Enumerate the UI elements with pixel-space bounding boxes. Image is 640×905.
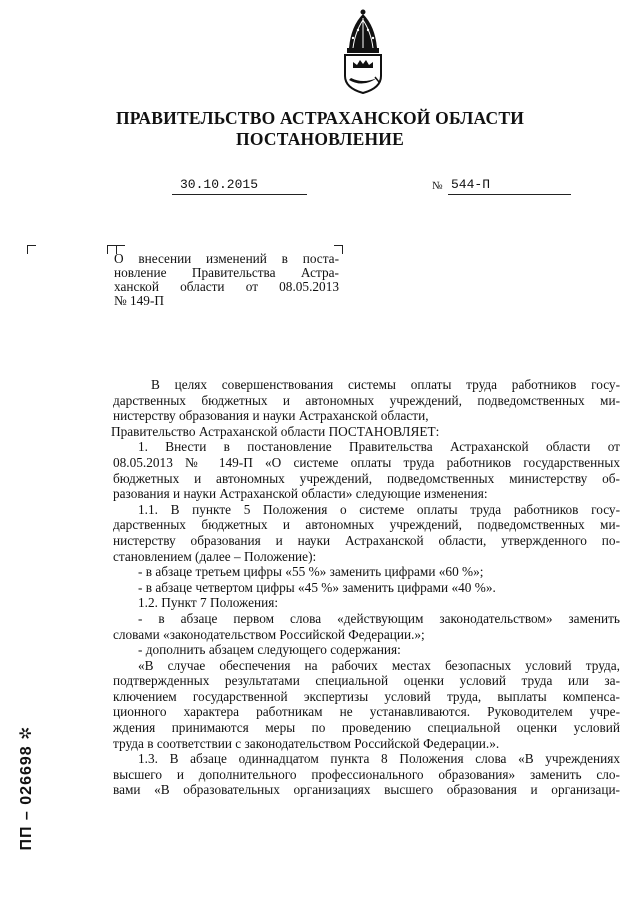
coat-of-arms-emblem (339, 8, 387, 94)
body-line: - в абзаце четвертом цифры «45 %» заменить цифрами «40 %». (138, 579, 496, 595)
subject-line: новление Правительства Астра- (114, 265, 339, 280)
subject-line: ханской области от 08.05.2013 (114, 279, 339, 294)
authority-title: ПРАВИТЕЛЬСТВО АСТРАХАНСКОЙ ОБЛАСТИ (115, 108, 525, 128)
body-line: 1.1. В пункте 5 Положения о системе оплаты труда работников госу- (138, 501, 620, 517)
corner-mark-left (27, 245, 36, 254)
body-line: нистерству образования и науки Астраханской области, утвержденного по- (113, 532, 620, 548)
body-line: «В случае обеспечения на рабочих местах безопасных условий труда, (138, 657, 620, 673)
form-serial-number: ПП – 026698 ✲ (18, 725, 35, 851)
body-line: дарственных бюджетных и автономных учреждений, подведомственных ми- (113, 392, 620, 408)
body-line: нистерству образования и науки Астраханской области, (113, 408, 429, 424)
body-line: - дополнить абзацем следующего содержания: (138, 642, 401, 658)
body-line: 1.3. В абзаце одиннадцатом пункта 8 Положения слова «В учреждениях (138, 751, 620, 767)
body-line: 08.05.2013 № 149-П «О системе оплаты труда работников государственных (113, 454, 620, 470)
body-line: ждения принимаются меры по проведению специальной оценки условий (113, 720, 620, 736)
body-line: 1. Внести в постановление Правительства Астраханской области от (138, 439, 620, 455)
body-line: 1.2. Пункт 7 Положения: (138, 595, 279, 611)
date-value: 30.10.2015 (180, 177, 259, 192)
subject-line: № 149-П (114, 293, 164, 308)
body-line: становлением (далее – Положение): (113, 548, 317, 564)
number-sign: № (432, 180, 443, 192)
body-line: словами «законодательством Российской Федерации.»; (113, 626, 425, 642)
document-subject (114, 252, 339, 308)
body-line: подтвержденных результатами специальной оценки условий труда или за- (113, 673, 620, 689)
body-line: вами «В образовательных организациях высшего образования и организаци- (113, 782, 620, 798)
document-type-title: ПОСТАНОВЛЕНИЕ (236, 129, 404, 149)
body-line: ционного характера работникам не устанавливаются. Руководителем учре- (113, 704, 620, 720)
subject-line: О внесении изменений в поста- (114, 251, 339, 266)
document-body (113, 377, 620, 798)
body-line: - в абзаце третьем цифры «55 %» заменить цифрами «60 %»; (138, 564, 484, 580)
number-value: 544-П (451, 177, 491, 192)
body-line: разования и науки Астраханской области» следующие изменения: (113, 486, 488, 502)
body-line: дарственных бюджетных и автономных учреждений, подведомственных ми- (113, 517, 620, 533)
body-line: бюджетных и автономных учреждений, подведомственных министерству об- (113, 470, 620, 486)
body-line: - в абзаце первом слова «действующим законодательством» заменить (138, 610, 620, 626)
number-field (448, 178, 571, 195)
body-line: труда в соответствии с законодательством Российской Федерации.». (113, 735, 500, 751)
body-line: Правительство Астраханской области ПОСТАНОВЛЯЕТ: (111, 423, 440, 439)
body-line: В целях совершенствования системы оплаты труда работников госу- (151, 377, 620, 392)
body-line: высшего и дополнительного профессионального образования» заменить сло- (113, 766, 620, 782)
body-line: ключением государственной экспертизы условий труда, выплаты компенса- (113, 688, 620, 704)
date-field (172, 178, 307, 195)
